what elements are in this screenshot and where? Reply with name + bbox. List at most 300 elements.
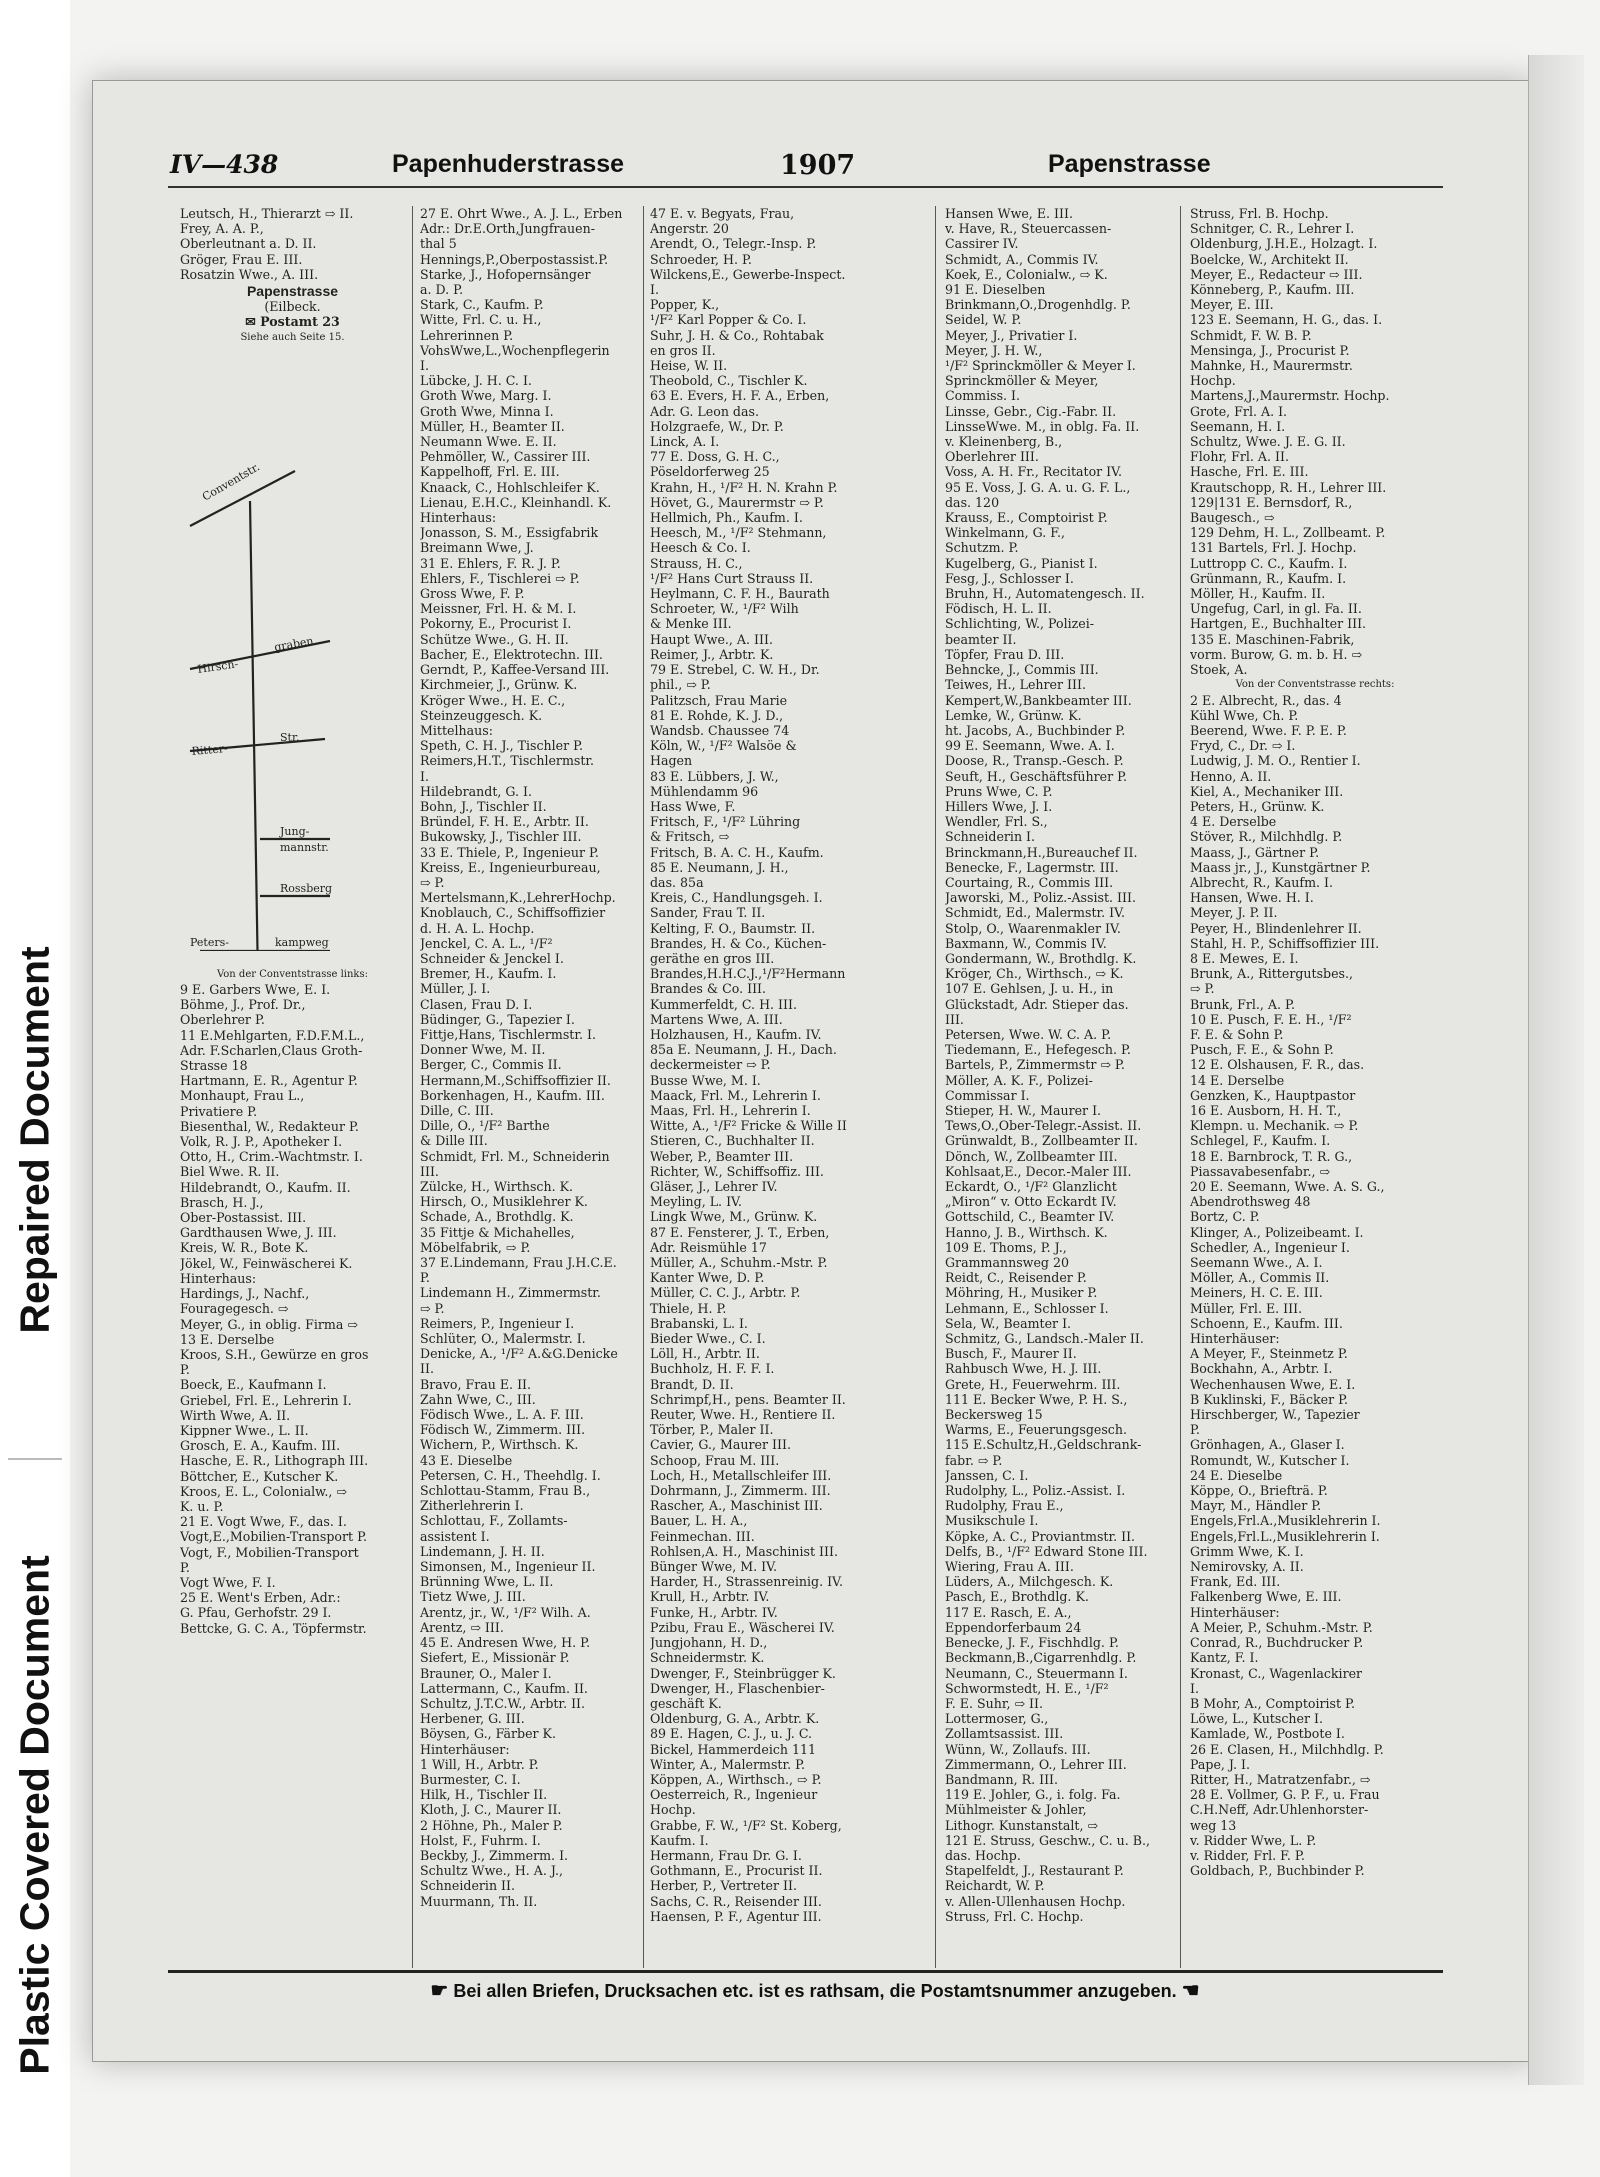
directory-entry: Beckby, J., Zimmerm. I.: [420, 1847, 569, 1863]
directory-entry: Schmidt, Ed., Malermstr. IV.: [945, 905, 1126, 921]
directory-entry: VohsWwe,L.,Wochenpflegerin: [420, 342, 610, 358]
directory-entry: Kippner Wwe., L. II.: [180, 1422, 309, 1438]
directory-entry: Simonsen, M., Ingenieur II.: [420, 1559, 596, 1575]
directory-entry: I.: [420, 768, 429, 784]
directory-entry: Pzibu, Frau E., Wäscherei IV.: [650, 1619, 835, 1635]
directory-entry: a. D. P.: [420, 282, 464, 298]
directory-entry: Heylmann, C. F. H., Baurath: [650, 586, 830, 602]
directory-entry: 129 Dehm, H. L., Zollbeamt. P.: [1190, 525, 1386, 541]
directory-entry: Lemke, W., Grünw. K.: [945, 707, 1082, 723]
directory-entry: Kroos, E. L., Colonialw., ⇨: [180, 1483, 347, 1499]
directory-entry: Schmitz, G., Landsch.-Maler II.: [945, 1331, 1144, 1347]
directory-entry: Gondermann, W., Brothdlg. K.: [945, 950, 1137, 966]
map-label-hirsch: Hirsch-: [196, 657, 240, 676]
sidebar-divider: [8, 1458, 62, 1460]
directory-entry: Schmidt, Frl. M., Schneiderin: [420, 1148, 610, 1164]
directory-entry: Reimer, J., Arbtr. K.: [650, 646, 774, 662]
directory-entry: Schoop, Frau M. III.: [650, 1452, 780, 1468]
directory-entry: Bettcke, G. C. A., Töpfermstr.: [180, 1620, 367, 1636]
directory-entry: Stolp, O., Waarenmakler IV.: [945, 920, 1121, 936]
directory-entry: Albrecht, R., Kaufm. I.: [1190, 874, 1333, 890]
directory-entry: Hinterhäuser:: [1190, 1331, 1280, 1347]
directory-entry: Törber, P., Maler II.: [650, 1422, 774, 1438]
directory-entry: Födisch W., Zimmerm. III.: [420, 1422, 586, 1438]
directory-entry: Witte, Frl. C. u. H.,: [420, 312, 542, 328]
directory-entry: Seemann, H. I.: [1190, 418, 1286, 434]
directory-entry: Grönhagen, A., Glaser I.: [1190, 1437, 1345, 1453]
directory-entry: Schmidt, A., Commis IV.: [945, 251, 1099, 267]
directory-entry: Loch, H., Metallschleifer III.: [650, 1467, 832, 1483]
directory-entry: A Meier, P., Schuhm.-Mstr. P.: [1190, 1619, 1373, 1635]
directory-entry: Brauner, O., Maler I.: [420, 1665, 552, 1681]
directory-entry: Rohlsen,A. H., Maschinist III.: [650, 1543, 838, 1559]
directory-entry: Struss, Frl. B. Hochp.: [1190, 206, 1329, 221]
directory-entry: Tiedemann, E., Hefegesch. P.: [945, 1042, 1131, 1058]
directory-entry: Neumann, C., Steuermann I.: [945, 1665, 1128, 1681]
directory-entry: Hartmann, E. R., Agentur P.: [180, 1073, 358, 1089]
directory-entry: Linsse, Gebr., Cig.-Fabr. II.: [945, 403, 1117, 419]
directory-entry: ht. Jacobs, A., Buchbinder P.: [945, 722, 1126, 738]
directory-entry: Büdinger, G., Tapezier I.: [420, 1011, 575, 1027]
see-also-note: Siehe auch Seite 15.: [240, 331, 345, 343]
directory-entry: Piassavabesenfabr., ⇨: [1190, 1163, 1331, 1179]
directory-entry: Angerstr. 20: [650, 221, 729, 237]
directory-entry: Schroeder, H. P.: [650, 251, 752, 267]
directory-entry: 85a E. Neumann, J. H., Dach.: [650, 1042, 837, 1058]
directory-entry: Speth, C. H. J., Tischler P.: [420, 738, 584, 754]
directory-entry: Eppendorferbaum 24: [945, 1619, 1082, 1635]
directory-entry: Clasen, Frau D. I.: [420, 996, 533, 1012]
directory-entry: Bacher, E., Elektrotechn. III.: [420, 646, 603, 662]
directory-entry: Ehlers, F., Tischlerei ⇨ P.: [420, 570, 580, 586]
directory-entry: Pape, J. I.: [1190, 1756, 1250, 1772]
directory-entry: Reidt, C., Reisender P.: [945, 1270, 1087, 1286]
directory-entry: Grabbe, F. W., ¹/F² St. Koberg,: [650, 1817, 842, 1833]
directory-entry: Pehmöller, W., Cassirer III.: [420, 449, 591, 465]
directory-entry: Adr. Reismühle 17: [650, 1239, 767, 1255]
directory-entry: Müller, C. C. J., Arbtr. P.: [650, 1285, 801, 1301]
directory-entry: & Fritsch, ⇨: [650, 829, 730, 845]
directory-entry: Mühlendamm 96: [650, 783, 759, 799]
directory-entry: 12 E. Olshausen, F. R., das.: [1190, 1057, 1365, 1073]
directory-entry: 135 E. Maschinen-Fabrik,: [1190, 631, 1355, 647]
footer-text: Bei allen Briefen, Drucksachen etc. ist es rathsam, die Postamtsnummer anzugeben.: [453, 1981, 1177, 2001]
directory-entry: Schutzm. P.: [945, 540, 1019, 556]
directory-entry: Schütze Wwe., G. H. II.: [420, 631, 569, 647]
directory-entry: Möller, H., Kaufm. II.: [1190, 586, 1326, 602]
directory-entry: Wendler, Frl. S.,: [945, 814, 1048, 830]
directory-entry: v. Have, R., Steuercassen-: [945, 221, 1112, 237]
directory-entry: Reimers,H.T., Tischlermstr.: [420, 753, 595, 769]
directory-entry: Martens,J.,Maurermstr. Hochp.: [1190, 388, 1390, 404]
directory-entry: Starke, J., Hofopernsänger: [420, 266, 591, 282]
directory-entry: 35 Fittje & Michahelles,: [420, 1224, 575, 1240]
directory-entry: Hillers Wwe, J. I.: [945, 798, 1053, 814]
directory-entry: Bravo, Frau E. II.: [420, 1376, 532, 1392]
directory-entry: G. Pfau, Gerhofstr. 29 I.: [180, 1605, 332, 1621]
directory-entry: Herber, P., Vertreter II.: [650, 1878, 797, 1894]
directory-entry: II.: [420, 1361, 434, 1377]
directory-entry: Oberleutnant a. D. II.: [180, 236, 317, 252]
directory-entry: Petersen, Wwe. W. C. A. P.: [945, 1026, 1112, 1042]
directory-entry: Fryd, C., Dr. ⇨ I.: [1190, 738, 1296, 754]
directory-entry: 89 E. Hagen, C. J., u. J. C.: [650, 1726, 813, 1742]
section-left-side: Von der Conventstrasse links:: [216, 968, 368, 980]
directory-entry: Buchholz, H. F. F. I.: [650, 1361, 775, 1377]
directory-entry: Brandes, H. & Co., Küchen-: [650, 935, 827, 951]
directory-entry: Holzhausen, H., Kaufm. IV.: [650, 1026, 822, 1042]
page-header: [170, 150, 1440, 190]
directory-entry: Richter, W., Schiffsoffiz. III.: [650, 1163, 824, 1179]
directory-entry: P.: [420, 1270, 430, 1286]
directory-entry: Seuft, H., Geschäftsführer P.: [945, 768, 1128, 784]
directory-entry: Fritsch, F., ¹/F² Lühring: [650, 814, 801, 830]
directory-entry: 2 Höhne, Ph., Maler P.: [420, 1817, 563, 1833]
directory-entry: 99 E. Seemann, Wwe. A. I.: [945, 738, 1115, 754]
directory-entry: Kroos, S.H., Gewürze en gros: [180, 1346, 369, 1362]
directory-entry: 16 E. Ausborn, H. H. T.,: [1190, 1102, 1342, 1118]
directory-entry: v. Allen-Ullenhausen Hochp.: [945, 1893, 1126, 1909]
directory-entry: Borkenhagen, H., Kaufm. III.: [420, 1087, 605, 1103]
directory-entry: Reichardt, W. P.: [945, 1878, 1045, 1894]
directory-entry: Bartels, P., Zimmermstr ⇨ P.: [945, 1057, 1125, 1073]
directory-entry: Knaack, C., Hohlschleifer K.: [420, 479, 600, 495]
directory-entry: Gläser, J., Lehrer IV.: [650, 1179, 778, 1194]
directory-entry: 25 E. Went's Erben, Adr.:: [180, 1590, 341, 1606]
directory-entry: A Meyer, F., Steinmetz P.: [1190, 1346, 1348, 1362]
directory-entry: Winkelmann, G. F.,: [945, 525, 1066, 541]
directory-entry: C.H.Neff, Adr.Uhlenhorster-: [1190, 1802, 1369, 1818]
directory-entry: geräthe en gros III.: [650, 950, 775, 966]
directory-entry: Stapelfeldt, J., Restaurant P.: [945, 1863, 1124, 1879]
directory-entry: Müller, Frl. E. III.: [1190, 1300, 1303, 1316]
directory-entry: Schneidermstr. K.: [650, 1650, 765, 1666]
directory-entry: Delfs, B., ¹/F² Edward Stone III.: [945, 1543, 1148, 1559]
directory-entry: Grünmann, R., Kaufm. I.: [1190, 570, 1347, 586]
directory-entry: & Menke III.: [650, 616, 732, 632]
directory-entry: Kröger Wwe., H. E. C.,: [420, 692, 566, 708]
directory-entry: Sander, Frau T. II.: [650, 905, 766, 921]
directory-entry: Kloth, J. C., Maurer II.: [420, 1802, 562, 1818]
directory-entry: Hermann, Frau Dr. G. I.: [650, 1847, 802, 1863]
directory-entry: phil., ⇨ P.: [650, 677, 711, 693]
directory-entry: Groth Wwe, Minna I.: [420, 403, 554, 419]
directory-entry: I.: [650, 282, 659, 298]
column-3-entries: [650, 206, 910, 1924]
directory-entry: Brandes,H.H.C.J.,¹/F²Hermann: [650, 966, 846, 982]
directory-entry: Boelcke, W., Architekt II.: [1190, 251, 1349, 267]
directory-entry: F. E. & Sohn P.: [1190, 1026, 1284, 1042]
directory-entry: Kohlsaat,E., Decor.-Maler III.: [945, 1163, 1132, 1179]
directory-entry: Möhring, H., Musiker P.: [945, 1285, 1098, 1301]
directory-entry: & Dille III.: [420, 1133, 488, 1149]
directory-entry: Warms, E., Feuerungsgesch.: [945, 1422, 1127, 1438]
directory-entry: Benecke, F., Lagermstr. III.: [945, 859, 1119, 875]
directory-entry: 27 E. Ohrt Wwe., A. J. L., Erben: [420, 206, 623, 221]
page-number: IV—438: [170, 150, 279, 179]
directory-entry: assistent I.: [420, 1528, 490, 1544]
directory-entry: Böysen, G., Färber K.: [420, 1726, 556, 1742]
directory-entry: Mensinga, J., Procurist P.: [1190, 342, 1350, 358]
directory-entry: 8 E. Mewes, E. I.: [1190, 950, 1299, 966]
directory-entry: Fritsch, B. A. C. H., Kaufm.: [650, 844, 824, 860]
directory-entry: 37 E.Lindemann, Frau J.H.C.E.: [420, 1255, 617, 1271]
directory-entry: Mayr, M., Händler P.: [1190, 1498, 1322, 1514]
directory-entry: 20 E. Seemann, Wwe. A. S. G.,: [1190, 1179, 1385, 1194]
directory-entry: Bremer, H., Kaufm. I.: [420, 966, 557, 982]
directory-entry: Stöver, R., Milchhdlg. P.: [1190, 829, 1343, 845]
directory-entry: Schoenn, E., Kaufm. III.: [1190, 1315, 1343, 1331]
directory-entry: Maass, J., Gärtner P.: [1190, 844, 1320, 860]
directory-entry: 111 E. Becker Wwe, P. H. S.,: [945, 1391, 1128, 1407]
directory-entry: Bockhahn, A., Arbtr. I.: [1190, 1361, 1333, 1377]
pointing-hand-icon: ☚: [1181, 1980, 1200, 2002]
column-1-top-entries: [180, 206, 405, 282]
directory-entry: Feinmechan. III.: [650, 1528, 755, 1544]
directory-entry: Wechenhausen Wwe, E. I.: [1190, 1376, 1356, 1392]
directory-entry: Benecke, J. F., Fischhdlg. P.: [945, 1635, 1119, 1651]
directory-entry: Frank, Ed. III.: [1190, 1574, 1281, 1590]
directory-entry: Hochp.: [650, 1802, 696, 1818]
plastic-covered-document-label: Plastic Covered Document: [11, 1555, 58, 2075]
directory-entry: Hildebrandt, O., Kaufm. II.: [180, 1179, 351, 1195]
map-label-ritter: Ritter-: [191, 741, 229, 758]
directory-entry: Brinkmann,O.,Drogenhdlg. P.: [945, 297, 1131, 313]
directory-entry: Hirsch, O., Musiklehrer K.: [420, 1194, 588, 1210]
directory-entry: III.: [420, 1163, 439, 1179]
directory-entry: ⇨ P.: [1190, 981, 1215, 997]
directory-entry: Kronast, C., Wagenlackirer: [1190, 1665, 1363, 1681]
directory-entry: Lindemann, J. H. II.: [420, 1543, 545, 1559]
directory-entry: Genzken, K., Hauptpastor: [1190, 1087, 1356, 1103]
directory-entry: Falkenberg Wwe, E. III.: [1190, 1589, 1342, 1605]
directory-entry: Rudolphy, L., Poliz.-Assist. I.: [945, 1483, 1126, 1499]
directory-entry: Arentz, jr., W., ¹/F² Wilh. A.: [420, 1604, 591, 1620]
directory-entry: Hövet, G., Maurermstr ⇨ P.: [650, 494, 824, 510]
column-divider: [1180, 206, 1181, 1968]
directory-entry: Gerndt, P., Kaffee-Versand III.: [420, 662, 610, 678]
directory-entry: Schlottau, F., Zollamts-: [420, 1513, 568, 1529]
directory-entry: 109 E. Thoms, P. J.,: [945, 1239, 1067, 1255]
directory-entry: Lienau, E.H.C., Kleinhandl. K.: [420, 494, 612, 510]
directory-entry: Seidel, W. P.: [945, 312, 1022, 328]
directory-entry: „Miron“ v. Otto Eckardt IV.: [945, 1194, 1117, 1210]
directory-entry: 47 E. v. Begyats, Frau,: [650, 206, 795, 221]
directory-entry: Pruns Wwe, C. P.: [945, 783, 1053, 799]
directory-entry: Janssen, C. I.: [945, 1467, 1029, 1483]
directory-entry: Hass Wwe, F.: [650, 798, 736, 814]
directory-entry: Pusch, F. E., & Sohn P.: [1190, 1042, 1334, 1058]
directory-entry: 95 E. Voss, J. G. A. u. G. F. L.,: [945, 479, 1131, 495]
footer-rule: [168, 1970, 1443, 1973]
directory-entry: P.: [1190, 1422, 1200, 1438]
directory-entry: Zitherlehrerin I.: [420, 1498, 524, 1514]
directory-entry: Struss, Frl. C. Hochp.: [945, 1908, 1084, 1924]
directory-entry: Heise, W. II.: [650, 358, 728, 374]
directory-entry: Gottschild, C., Beamter IV.: [945, 1209, 1115, 1225]
directory-entry: Strauss, H. C.,: [650, 555, 743, 571]
directory-entry: Brünning Wwe, L. II.: [420, 1574, 554, 1590]
column-2: [420, 206, 660, 1966]
directory-entry: Herbener, G. III.: [420, 1711, 525, 1727]
postamt-label: ✉ Postamt 23: [245, 314, 340, 330]
directory-entry: Groth Wwe, Marg. I.: [420, 388, 552, 404]
directory-entry: Abendrothsweg 48: [1190, 1194, 1311, 1210]
directory-entry: Goldbach, P., Buchbinder P.: [1190, 1863, 1365, 1879]
map-label-kampweg: kampweg: [275, 935, 329, 949]
directory-entry: P.: [180, 1362, 190, 1378]
directory-entry: beamter II.: [945, 631, 1017, 647]
directory-entry: vorm. Burow, G. m. b. H. ⇨: [1190, 646, 1363, 662]
directory-entry: Zollamtsassist. III.: [945, 1726, 1064, 1742]
directory-entry: en gros II.: [650, 342, 716, 358]
directory-entry: Wandsb. Chaussee 74: [650, 722, 790, 738]
directory-entry: Lingk Wwe, M., Grünw. K.: [650, 1209, 818, 1225]
directory-entry: Haensen, P. F., Agentur III.: [650, 1908, 822, 1924]
directory-entry: Nemirovsky, A. II.: [1190, 1559, 1304, 1575]
directory-entry: Adr. F.Scharlen,Claus Groth-: [180, 1042, 363, 1058]
directory-entry: Breimann Wwe, J.: [420, 540, 534, 556]
directory-entry: Schultz Wwe., H. A. J.,: [420, 1863, 563, 1879]
directory-entry: Lübcke, J. H. C. I.: [420, 373, 532, 389]
directory-entry: 18 E. Barnbrock, T. R. G.,: [1190, 1148, 1353, 1164]
directory-entry: Wichern, P., Wirthsch. K.: [420, 1437, 579, 1453]
directory-entry: Bandmann, R. III.: [945, 1771, 1059, 1787]
directory-entry: Ludwig, J. M. O., Rentier I.: [1190, 753, 1361, 769]
directory-entry: Klempn. u. Mechanik. ⇨ P.: [1190, 1118, 1359, 1134]
directory-entry: Theobold, C., Tischler K.: [650, 373, 808, 389]
directory-entry: das. Hochp.: [945, 1847, 1021, 1863]
directory-entry: Gröger, Frau E. III.: [180, 251, 303, 267]
sidebar: [0, 0, 70, 2177]
directory-entry: Jaworski, M., Poliz.-Assist. III.: [945, 890, 1136, 906]
directory-entry: Vogt, F., Mobilien-Transport: [180, 1544, 359, 1560]
directory-entry: Koek, E., Colonialw., ⇨ K.: [945, 266, 1108, 282]
directory-entry: ⇨ P.: [420, 874, 445, 890]
directory-entry: Vogt,E.,Mobilien-Transport P.: [180, 1529, 367, 1545]
directory-entry: Reuter, Wwe. H., Rentiere II.: [650, 1407, 836, 1423]
directory-entry: Steinzeuggesch. K.: [420, 707, 543, 723]
directory-entry: Heesch, M., ¹/F² Stehmann,: [650, 525, 827, 541]
directory-entry: 115 E.Schultz,H.,Geldschrank-: [945, 1437, 1142, 1453]
directory-entry: Hilk, H., Tischler II.: [420, 1787, 548, 1803]
directory-entry: Hasche, E. R., Lithograph III.: [180, 1453, 369, 1469]
directory-entry: Cassirer IV.: [945, 236, 1019, 252]
directory-entry: Hildebrandt, G. I.: [420, 783, 532, 799]
directory-entry: 77 E. Doss, G. H. C.,: [650, 449, 780, 465]
directory-entry: Dohrmann, J., Zimmerm. III.: [650, 1483, 831, 1499]
directory-entry: Schneider & Jenckel I.: [420, 950, 564, 966]
directory-entry: Griebel, Frl. E., Lehrerin I.: [180, 1392, 352, 1408]
directory-entry: Meyer, J., Privatier I.: [945, 327, 1078, 343]
column-5: [1190, 206, 1440, 1966]
directory-entry: Kantz, F. I.: [1190, 1650, 1259, 1666]
directory-entry: Bukowsky, J., Tischler III.: [420, 829, 582, 845]
directory-entry: Schnitger, C. R., Lehrer I.: [1190, 221, 1355, 237]
map-label-jung: Jung-: [280, 824, 310, 838]
directory-entry: Brandt, D. II.: [650, 1376, 734, 1392]
directory-entry: 1 Will, H., Arbtr. P.: [420, 1756, 539, 1772]
column-5-entries-right: [1190, 693, 1440, 1879]
map-label-peters: Peters-: [190, 935, 229, 949]
directory-entry: Pasch, E., Brothdlg. K.: [945, 1589, 1089, 1605]
column-5-entries: [1190, 206, 1440, 677]
directory-entry: Stark, C., Kaufm. P.: [420, 297, 544, 313]
directory-entry: Maass jr., J., Kunstgärtner P.: [1190, 859, 1371, 875]
directory-entry: Pokorny, E., Procurist I.: [420, 616, 572, 632]
directory-entry: Hansen Wwe, E. III.: [945, 206, 1073, 221]
directory-entry: Dille, O., ¹/F² Barthe: [420, 1118, 550, 1134]
directory-entry: F. E. Suhr, ⇨ II.: [945, 1695, 1043, 1711]
directory-entry: Flohr, Frl. A. II.: [1190, 449, 1289, 465]
directory-entry: Grete, H., Feuerwehrm. III.: [945, 1376, 1121, 1392]
directory-entry: Sachs, C. R., Reisender III.: [650, 1893, 822, 1909]
directory-entry: Fesg, J., Schlosser I.: [945, 570, 1074, 586]
directory-entry: B Mohr, A., Comptoirist P.: [1190, 1695, 1355, 1711]
directory-entry: Mahnke, H., Maurermstr.: [1190, 358, 1353, 374]
directory-entry: Engels,Frl.A.,Musiklehrerin I.: [1190, 1513, 1381, 1529]
directory-entry: Burmester, C. I.: [420, 1771, 521, 1787]
directory-entry: Hirschberger, W., Tapezier: [1190, 1407, 1360, 1423]
directory-entry: Böhme, J., Prof. Dr.,: [180, 997, 306, 1013]
directory-entry: Jonasson, S. M., Essigfabrik: [420, 525, 599, 541]
directory-entry: 28 E. Vollmer, G. P. F., u. Frau: [1190, 1787, 1380, 1803]
directory-entry: Ober-Postassist. III.: [180, 1210, 307, 1226]
directory-entry: Courtaing, R., Commis III.: [945, 874, 1114, 890]
directory-entry: Oldenburg, G. A., Arbtr. K.: [650, 1711, 820, 1727]
directory-entry: Adr.: Dr.E.Orth,Jungfrauen-: [420, 221, 595, 237]
directory-entry: Arendt, O., Telegr.-Insp. P.: [650, 236, 817, 252]
next-page-edge: [1528, 55, 1584, 2085]
directory-entry: Commissar I.: [945, 1087, 1030, 1103]
directory-entry: Zimmermann, O., Lehrer III.: [945, 1756, 1127, 1772]
directory-entry: Oberlehrer III.: [945, 449, 1039, 465]
directory-entry: Krauss, E., Comptoirist P.: [945, 510, 1108, 526]
directory-entry: Möller, A. K. F., Polizei-: [945, 1072, 1093, 1088]
directory-entry: Grimm Wwe, K. I.: [1190, 1543, 1304, 1559]
directory-entry: Lindemann H., Zimmermstr.: [420, 1285, 601, 1301]
map-label-rossberg: Rossberg: [280, 881, 333, 895]
directory-entry: Krahn, H., ¹/F² H. N. Krahn P.: [650, 479, 838, 495]
directory-entry: Möbelfabrik, ⇨ P.: [420, 1239, 531, 1255]
directory-entry: ¹/F² Karl Popper & Co. I.: [650, 312, 807, 328]
directory-entry: Arentz, ⇨ III.: [420, 1619, 504, 1635]
directory-entry: Schlottau-Stamm, Frau B.,: [420, 1483, 591, 1499]
directory-entry: Schedler, A., Ingenieur I.: [1190, 1239, 1350, 1255]
directory-entry: Schneiderin I.: [945, 829, 1036, 845]
directory-entry: 87 E. Fensterer, J. T., Erben,: [650, 1224, 830, 1240]
directory-entry: Rudolphy, Frau E.,: [945, 1498, 1064, 1514]
directory-entry: Meyer, G., in oblig. Firma ⇨: [180, 1316, 358, 1332]
directory-entry: Ungefug, Carl, in gl. Fa. II.: [1190, 601, 1362, 617]
directory-entry: 2 E. Albrecht, R., das. 4: [1190, 692, 1342, 708]
directory-entry: Gothmann, E., Procurist II.: [650, 1863, 823, 1879]
directory-entry: 121 E. Struss, Geschw., C. u. B.,: [945, 1832, 1150, 1848]
directory-entry: Seemann Wwe., A. I.: [1190, 1255, 1323, 1271]
directory-entry: Busse Wwe, M. I.: [650, 1072, 761, 1088]
directory-entry: Stoek, A.: [1190, 662, 1248, 678]
directory-entry: Kreis, W. R., Bote K.: [180, 1240, 309, 1256]
directory-entry: Kugelberg, G., Pianist I.: [945, 555, 1098, 571]
directory-entry: Mertelsmann,K.,LehrerHochp.: [420, 890, 616, 906]
directory-entry: Jökel, W., Feinwäscherei K.: [180, 1255, 353, 1271]
directory-entry: Löwe, L., Kutscher I.: [1190, 1711, 1323, 1727]
directory-entry: Wilckens,E., Gewerbe-Inspect.: [650, 266, 846, 282]
directory-entry: Fouragegesch. ⇨: [180, 1301, 289, 1317]
directory-entry: Witte, A., ¹/F² Fricke & Wille II: [650, 1118, 847, 1134]
directory-entry: Meyer, J. P. II.: [1190, 905, 1278, 921]
directory-entry: Funke, H., Arbtr. IV.: [650, 1604, 778, 1620]
